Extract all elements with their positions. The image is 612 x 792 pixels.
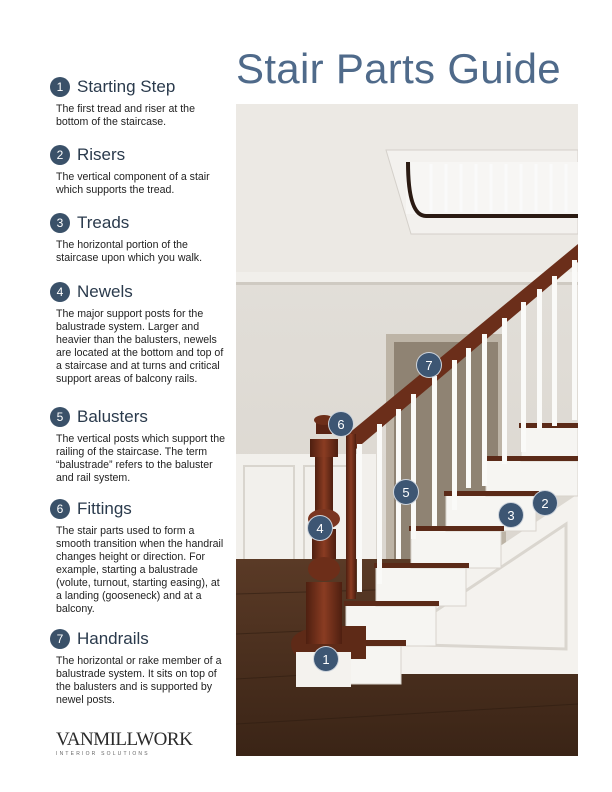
part-description: The major support posts for the balustrade system. Larger and heavier than the balusters, newels are located at the bottom and top of a staircase and at turns and critical support areas of balcony rails. xyxy=(56,308,224,385)
part-description: The horizontal or rake member of a balustrade system. It sits on top of the balusters and is supported by newel posts. xyxy=(56,655,222,706)
number-badge: 3 xyxy=(50,213,70,233)
number-badge: 4 xyxy=(50,282,70,302)
staircase-illustration xyxy=(236,104,578,756)
part-title: Treads xyxy=(77,213,130,232)
part-title: Starting Step xyxy=(77,77,176,96)
part-title: Risers xyxy=(77,145,126,164)
page-title: Stair Parts Guide xyxy=(236,45,561,92)
part-title: Balusters xyxy=(77,407,148,426)
marker-handrails: 7 xyxy=(416,352,442,378)
logo-tagline: INTERIOR SOLUTIONS xyxy=(56,751,150,757)
marker-starting-step: 1 xyxy=(313,646,339,672)
logo-wordmark: VANMILLWORK xyxy=(56,729,193,750)
brand-logo xyxy=(56,730,216,757)
part-starting-step xyxy=(50,76,226,129)
number-badge: 6 xyxy=(50,499,70,519)
number-badge: 5 xyxy=(50,407,70,427)
marker-treads: 3 xyxy=(498,502,524,528)
part-balusters xyxy=(50,406,226,485)
part-title: Newels xyxy=(77,282,133,301)
part-description: The stair parts used to form a smooth transition when the handrail changes height or direction. For example, starting a balustrade (volute, turnout, starting easing), at a landing (gooseneck) and at a balcony. xyxy=(56,525,224,615)
part-description: The first tread and riser at the bottom of the staircase. xyxy=(56,103,195,128)
marker-risers: 2 xyxy=(532,490,558,516)
marker-fittings: 6 xyxy=(328,411,354,437)
part-title: Handrails xyxy=(77,629,149,648)
part-newels xyxy=(50,281,226,386)
part-description: The horizontal portion of the staircase upon which you walk. xyxy=(56,239,203,264)
part-description: The vertical posts which support the railing of the staircase. The term “balustrade” refers to the baluster and rail system. xyxy=(56,433,225,484)
part-title: Fittings xyxy=(77,499,132,518)
part-handrails xyxy=(50,628,226,707)
part-description: The vertical component of a stair which supports the tread. xyxy=(56,171,210,196)
part-fittings xyxy=(50,498,226,616)
number-badge: 2 xyxy=(50,145,70,165)
staircase-photo xyxy=(236,104,578,756)
marker-newels: 4 xyxy=(307,515,333,541)
number-badge: 1 xyxy=(50,77,70,97)
number-badge: 7 xyxy=(50,629,70,649)
part-risers xyxy=(50,144,226,197)
marker-balusters: 5 xyxy=(393,479,419,505)
part-treads xyxy=(50,212,226,265)
